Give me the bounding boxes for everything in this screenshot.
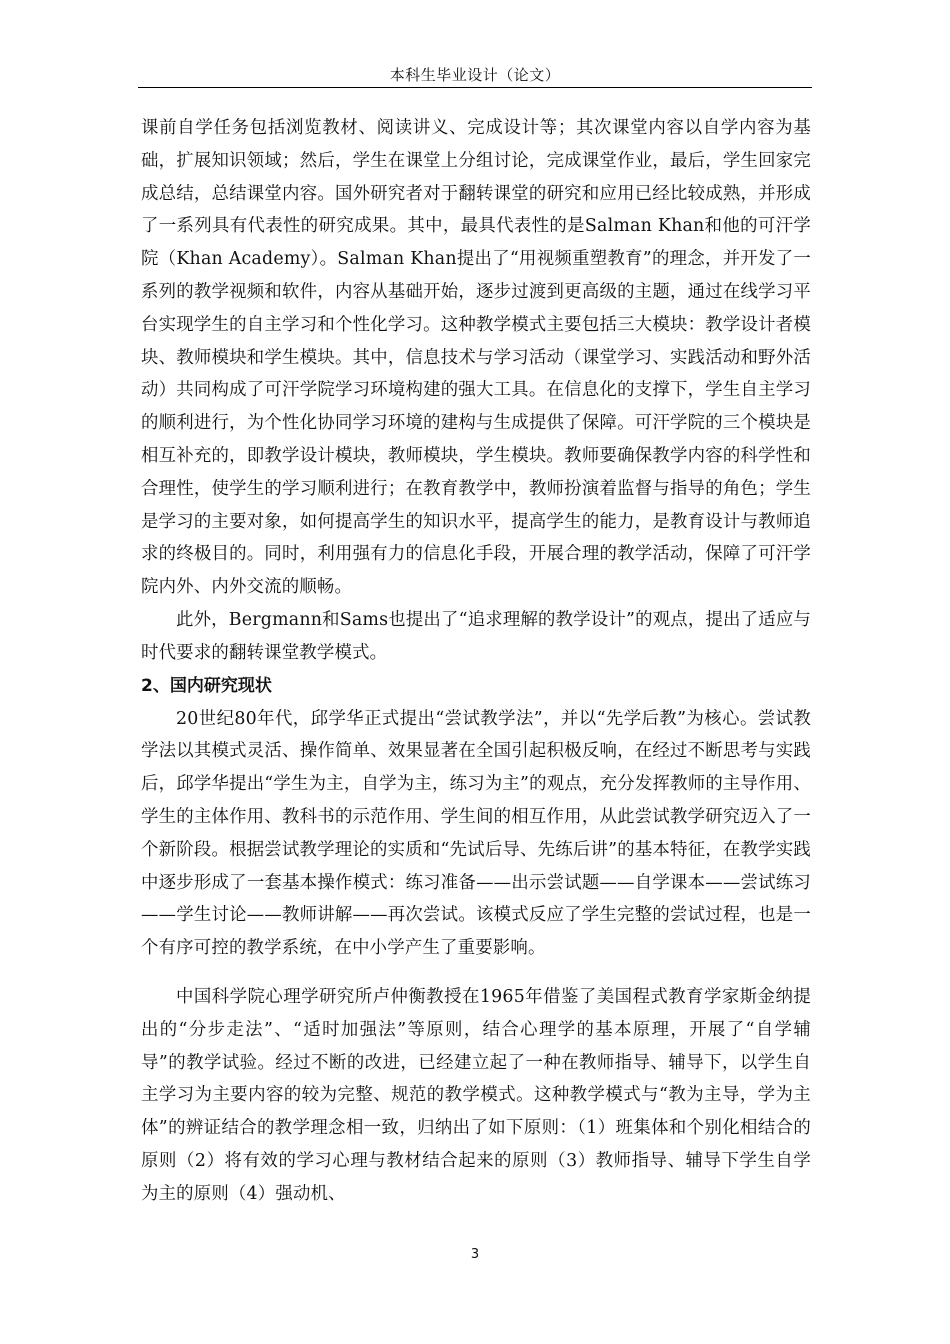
header-divider bbox=[138, 87, 812, 88]
paragraph-khan-academy: 课前自学任务包括浏览教材、阅读讲义、完成设计等；其次课堂内容以自学内容为基础，扩展知识领域；然后，学生在课堂上分组讨论，完成课堂作业，最后，学生回家完成总结，总结课堂内容。国外研究者对于翻转课堂的研究和应用已经比较成熟，并形成了一系列具有代表性的研究成果。其中，最具代表性的是Salman Khan和他的可汗学院（Khan Academy）。Salman Khan提出了“用视频重塑教育”的理念，并开发了一系列的教学视频和软件，内容从基础开始，逐步过渡到更高级的主题，通过在线学习平台实现学生的自主学习和个性化学习。这种教学模式主要包括三大模块：教学设计者模块、教师模块和学生模块。其中，信息技术与学习活动（课堂学习、实践活动和野外活动）共同构成了可汗学院学习环境构建的强大工具。在信息化的支撑下，学生自主学习的顺利进行，为个性化协同学习环境的建构与生成提供了保障。可汗学院的三个模块是相互补充的，即教学设计模块，教师模块，学生模块。教师要确保教学内容的科学性和合理性，使学生的学习顺利进行；在教育教学中，教师扮演着监督与指导的角色；学生是学习的主要对象，如何提高学生的知识水平，提高学生的能力，是教育设计与教师追求的终极目的。同时，利用强有力的信息化手段，开展合理的教学活动，保障了可汗学院内外、内外交流的顺畅。 bbox=[141, 118, 811, 598]
paragraph-bergmann-sams: 此外，Bergmann和Sams也提出了“追求理解的教学设计”的观点，提出了适应与时代要求的翻转课堂教学模式。 bbox=[141, 609, 812, 663]
paragraph-trial-teaching: 20世纪80年代，邱学华正式提出“尝试教学法”，并以“先学后教”为核心。尝试教学法以其模式灵活、操作简单、效果显著在全国引起积极反响，在经过不断思考与实践后，邱学华提出“学生为主，自学为主，练习为主”的观点，充分发挥教师的主导作用、学生的主体作用、教科书的示范作用、学生间的相互作用，从此尝试教学研究迈入了一个新阶段。根据尝试教学理论的实质和“先试后导、先练后讲”的基本特征，在教学实践中逐步形成了一套基本操作模式：练习准备——出示尝试题——自学课本——尝试练习——学生讨论——教师讲解——再次尝试。该模式反应了学生完整的尝试过程，也是一个有序可控的教学系统，在中小学产生了重要影响。 bbox=[141, 708, 811, 959]
paragraph-spacer bbox=[141, 965, 811, 981]
paragraph-self-study-guidance: 中国科学院心理学研究所卢仲衡教授在1965年借鉴了美国程式教育学家斯金纳提出的“分步走法”、“适时加强法”等原则，结合心理学的基本原理，开展了“自学辅导”的教学试验。经过不断的改进，已经建立起了一种在教师指导、辅导下，以学生自主学习为主要内容的较为完整、规范的教学模式。这种教学模式与“教为主导，学为主体”的辨证结合的教学理念相一致，归纳出了如下原则：（1）班集体和个别化相结合的原则（2）将有效的学习心理与教材结合起来的原则（3）教师指导、辅导下学生自学为主的原则（4）强动机、 bbox=[141, 986, 811, 1204]
section-heading-domestic-research: 2、国内研究现状 bbox=[141, 675, 272, 696]
page-number: 3 bbox=[470, 1247, 480, 1262]
running-header: 本科生毕业设计（论文） bbox=[389, 66, 561, 84]
body-text bbox=[141, 112, 811, 1211]
